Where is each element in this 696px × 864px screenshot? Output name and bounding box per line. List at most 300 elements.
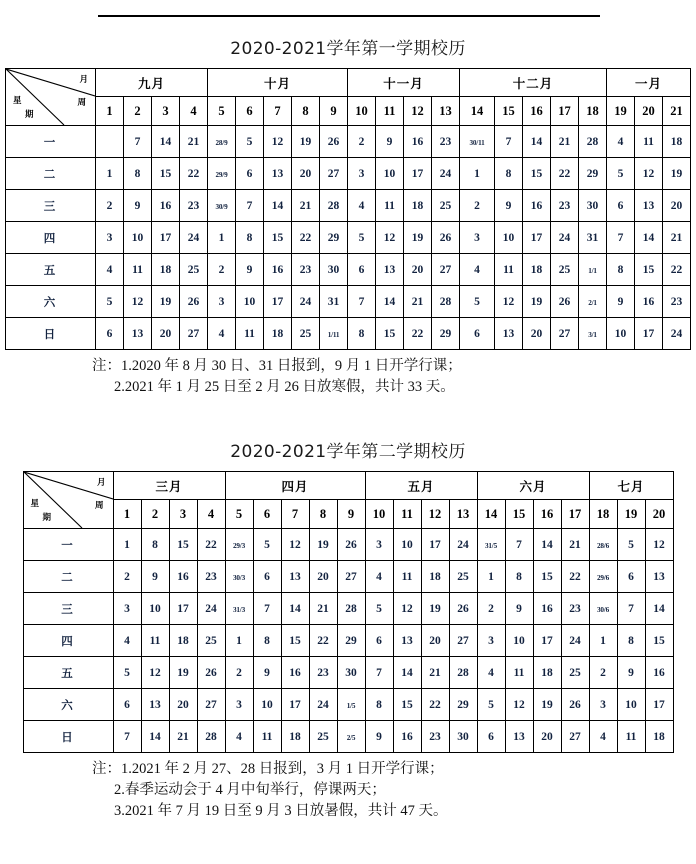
calendar-date-cell: 4	[460, 254, 495, 286]
month-header-cell: 三月	[113, 472, 225, 500]
calendar-date-cell: 16	[169, 561, 197, 593]
calendar-day-row	[6, 222, 691, 254]
calendar-date-cell: 25	[309, 721, 337, 753]
week-number-cell: 7	[281, 500, 309, 529]
calendar-date-cell: 20	[404, 254, 432, 286]
week-number-cell: 4	[180, 97, 208, 126]
week-number-cell: 6	[236, 97, 264, 126]
calendar-date-cell: 30	[337, 657, 365, 689]
month-header-cell: 九月	[96, 69, 208, 97]
calendar-date-cell: 19	[533, 689, 561, 721]
calendar-date-cell: 4	[113, 625, 141, 657]
calendar-date-cell: 11	[505, 657, 533, 689]
calendar-date-cell: 11	[617, 721, 645, 753]
calendar-date-cell: 7	[505, 529, 533, 561]
week-number-cell: 18	[589, 500, 617, 529]
week-number-cell: 20	[645, 500, 673, 529]
note-line: 3.2021 年 7 月 19 日至 9 月 3 日放暑假，共计 47 天。	[114, 803, 448, 819]
calendar-day-row	[23, 657, 673, 689]
calendar-date-cell: 2	[208, 254, 236, 286]
calendar-date-cell: 20	[533, 721, 561, 753]
calendar-date-cell: 15	[281, 625, 309, 657]
week-number-cell: 13	[449, 500, 477, 529]
corner-label-weekday-1: 星	[13, 95, 22, 105]
semester-2-title: 2020-2021学年第二学期校历	[230, 442, 466, 462]
calendar-date-cell: 18	[523, 254, 551, 286]
week-number-cell: 18	[579, 97, 607, 126]
calendar-date-cell: 18	[404, 190, 432, 222]
calendar-date-cell: 13	[281, 561, 309, 593]
calendar-date-cell: 10	[376, 158, 404, 190]
calendar-date-cell: 24	[551, 222, 579, 254]
calendar-date-cell: 8	[253, 625, 281, 657]
calendar-date-cell: 13	[505, 721, 533, 753]
calendar-day-row	[6, 158, 691, 190]
calendar-date-cell: 22	[561, 561, 589, 593]
calendar-date-cell: 22	[309, 625, 337, 657]
calendar-date-cell: 14	[645, 593, 673, 625]
calendar-date-cell: 2	[348, 126, 376, 158]
calendar-date-cell: 5	[460, 286, 495, 318]
calendar-date-cell: 9	[617, 657, 645, 689]
calendar-date-cell: 5	[365, 593, 393, 625]
calendar-date-cell: 18	[152, 254, 180, 286]
calendar-date-cell: 12	[124, 286, 152, 318]
weekday-label-cell: 三	[6, 190, 96, 222]
calendar-date-cell: 1	[96, 158, 124, 190]
calendar-date-cell: 16	[281, 657, 309, 689]
calendar-date-cell: 16	[533, 593, 561, 625]
calendar-date-cell: 2/5	[337, 721, 365, 753]
calendar-date-cell: 24	[180, 222, 208, 254]
week-number-cell: 10	[365, 500, 393, 529]
calendar-date-cell: 1/11	[320, 318, 348, 350]
calendar-date-cell: 28	[579, 126, 607, 158]
calendar-date-cell: 23	[197, 561, 225, 593]
week-number-cell: 8	[309, 500, 337, 529]
calendar-date-cell: 10	[253, 689, 281, 721]
calendar-date-cell: 23	[292, 254, 320, 286]
calendar-date-cell: 23	[421, 721, 449, 753]
calendar-date-cell: 24	[292, 286, 320, 318]
calendar-date-cell: 10	[236, 286, 264, 318]
calendar-date-cell: 16	[393, 721, 421, 753]
calendar-date-cell: 15	[376, 318, 404, 350]
calendar-date-cell: 6	[113, 689, 141, 721]
calendar-date-cell: 25	[432, 190, 460, 222]
calendar-date-cell: 1/5	[337, 689, 365, 721]
calendar-date-cell: 11	[141, 625, 169, 657]
calendar-date-cell: 14	[393, 657, 421, 689]
calendar-date-cell: 26	[180, 286, 208, 318]
calendar-date-cell: 29	[449, 689, 477, 721]
calendar-date-cell: 6	[96, 318, 124, 350]
week-number-cell: 5	[208, 97, 236, 126]
calendar-date-cell: 5	[477, 689, 505, 721]
calendar-date-cell: 21	[561, 529, 589, 561]
weekday-label-cell: 五	[6, 254, 96, 286]
calendar-date-cell: 21	[169, 721, 197, 753]
calendar-date-cell: 18	[264, 318, 292, 350]
calendar-date-cell: 14	[533, 529, 561, 561]
week-number-cell: 5	[225, 500, 253, 529]
calendar-date-cell: 6	[477, 721, 505, 753]
calendar-date-cell: 18	[645, 721, 673, 753]
calendar-date-cell: 6	[348, 254, 376, 286]
calendar-date-cell: 12	[376, 222, 404, 254]
calendar-date-cell: 21	[292, 190, 320, 222]
calendar-date-cell: 14	[281, 593, 309, 625]
calendar-date-cell: 9	[365, 721, 393, 753]
calendar-date-cell: 18	[663, 126, 691, 158]
month-header-cell: 七月	[589, 472, 673, 500]
calendar-day-row	[23, 689, 673, 721]
semester-2-notes	[0, 759, 696, 822]
calendar-date-cell: 19	[421, 593, 449, 625]
calendar-date-cell: 19	[152, 286, 180, 318]
calendar-date-cell: 22	[292, 222, 320, 254]
calendar-date-cell: 8	[617, 625, 645, 657]
calendar-date-cell: 8	[348, 318, 376, 350]
calendar-date-cell: 22	[197, 529, 225, 561]
month-header-cell: 十二月	[460, 69, 607, 97]
week-number-cell: 21	[663, 97, 691, 126]
calendar-date-cell: 21	[309, 593, 337, 625]
calendar-date-cell: 31	[320, 286, 348, 318]
calendar-date-cell: 30/11	[460, 126, 495, 158]
calendar-date-cell: 15	[264, 222, 292, 254]
calendar-date-cell: 15	[533, 561, 561, 593]
week-number-cell: 15	[505, 500, 533, 529]
calendar-date-cell: 31/3	[225, 593, 253, 625]
calendar-date-cell: 6	[460, 318, 495, 350]
calendar-date-cell: 23	[180, 190, 208, 222]
weekday-label-cell: 二	[6, 158, 96, 190]
calendar-date-cell: 10	[607, 318, 635, 350]
calendar-day-row	[23, 721, 673, 753]
calendar-date-cell: 27	[561, 721, 589, 753]
calendar-date-cell: 29	[432, 318, 460, 350]
calendar-date-cell: 24	[432, 158, 460, 190]
calendar-day-row	[23, 593, 673, 625]
corner-label-week: 周	[94, 500, 104, 510]
calendar-date-cell: 25	[561, 657, 589, 689]
calendar-date-cell: 3/1	[579, 318, 607, 350]
calendar-date-cell: 20	[292, 158, 320, 190]
calendar-date-cell: 5	[348, 222, 376, 254]
week-number-cell: 9	[337, 500, 365, 529]
weekday-label-cell: 五	[23, 657, 113, 689]
calendar-date-cell: 29	[337, 625, 365, 657]
calendar-date-cell: 17	[281, 689, 309, 721]
calendar-date-cell: 17	[404, 158, 432, 190]
calendar-date-cell: 12	[281, 529, 309, 561]
calendar-date-cell: 8	[124, 158, 152, 190]
calendar-date-cell: 12	[645, 529, 673, 561]
calendar-date-cell: 10	[617, 689, 645, 721]
calendar-date-cell: 17	[421, 529, 449, 561]
calendar-date-cell: 17	[523, 222, 551, 254]
week-number-cell: 16	[523, 97, 551, 126]
calendar-date-cell: 26	[449, 593, 477, 625]
calendar-date-cell: 2/1	[579, 286, 607, 318]
weekday-label-cell: 一	[23, 529, 113, 561]
calendar-date-cell: 6	[253, 561, 281, 593]
month-header-cell: 六月	[477, 472, 589, 500]
week-number-cell: 8	[292, 97, 320, 126]
calendar-date-cell: 16	[645, 657, 673, 689]
calendar-date-cell: 22	[421, 689, 449, 721]
calendar-date-cell: 11	[635, 126, 663, 158]
week-number-cell: 12	[404, 97, 432, 126]
calendar-date-cell: 6	[617, 561, 645, 593]
calendar-date-cell: 13	[393, 625, 421, 657]
calendar-date-cell: 16	[264, 254, 292, 286]
week-number-row	[23, 500, 673, 529]
calendar-date-cell: 7	[365, 657, 393, 689]
calendar-date-cell: 21	[421, 657, 449, 689]
semester-1-section	[0, 38, 696, 398]
calendar-date-cell: 7	[113, 721, 141, 753]
corner-label-month: 月	[79, 74, 88, 84]
week-number-cell: 3	[169, 500, 197, 529]
calendar-date-cell: 2	[113, 561, 141, 593]
calendar-date-cell: 23	[663, 286, 691, 318]
calendar-date-cell: 1	[113, 529, 141, 561]
semester-1-table-container	[0, 68, 696, 350]
note-line: 注：1.2021 年 2 月 27、28 日报到，3 月 1 日开学行课；	[92, 761, 444, 777]
calendar-date-cell: 9	[495, 190, 523, 222]
calendar-date-cell: 8	[607, 254, 635, 286]
calendar-date-cell: 3	[477, 625, 505, 657]
calendar-date-cell: 5	[96, 286, 124, 318]
calendar-date-cell: 12	[141, 657, 169, 689]
calendar-date-cell: 24	[197, 593, 225, 625]
calendar-date-cell: 10	[124, 222, 152, 254]
semester-1-notes	[0, 356, 696, 398]
calendar-date-cell: 27	[197, 689, 225, 721]
header-divider-rule	[98, 15, 600, 17]
semester-1-title: 2020-2021学年第一学期校历	[230, 39, 466, 59]
calendar-date-cell: 3	[460, 222, 495, 254]
calendar-date-cell: 7	[236, 190, 264, 222]
calendar-date-cell: 26	[561, 689, 589, 721]
calendar-date-cell: 3	[365, 529, 393, 561]
calendar-date-cell: 19	[404, 222, 432, 254]
week-number-cell: 1	[113, 500, 141, 529]
calendar-date-cell: 21	[404, 286, 432, 318]
calendar-table-2	[23, 471, 674, 753]
calendar-date-cell: 31	[579, 222, 607, 254]
calendar-date-cell: 27	[551, 318, 579, 350]
calendar-date-cell: 4	[365, 561, 393, 593]
calendar-date-cell: 9	[141, 561, 169, 593]
week-number-cell: 14	[460, 97, 495, 126]
calendar-date-cell: 9	[607, 286, 635, 318]
calendar-date-cell: 16	[523, 190, 551, 222]
calendar-date-cell: 24	[561, 625, 589, 657]
calendar-date-cell: 4	[477, 657, 505, 689]
calendar-date-cell: 30/6	[589, 593, 617, 625]
calendar-date-cell: 25	[292, 318, 320, 350]
calendar-date-cell: 27	[180, 318, 208, 350]
calendar-day-row	[23, 625, 673, 657]
calendar-date-cell: 17	[169, 593, 197, 625]
calendar-date-cell: 30/3	[225, 561, 253, 593]
calendar-table-1	[5, 68, 691, 350]
calendar-date-cell: 30/9	[208, 190, 236, 222]
calendar-date-cell: 26	[337, 529, 365, 561]
week-number-cell: 6	[253, 500, 281, 529]
calendar-date-cell: 4	[225, 721, 253, 753]
calendar-date-cell: 15	[169, 529, 197, 561]
week-number-cell: 2	[124, 97, 152, 126]
week-number-cell: 4	[197, 500, 225, 529]
weekday-label-cell: 日	[23, 721, 113, 753]
month-header-cell: 五月	[365, 472, 477, 500]
week-number-cell: 15	[495, 97, 523, 126]
weekday-label-cell: 三	[23, 593, 113, 625]
calendar-date-cell: 27	[320, 158, 348, 190]
calendar-date-cell: 1	[477, 561, 505, 593]
calendar-date-cell: 16	[635, 286, 663, 318]
calendar-date-cell: 7	[253, 593, 281, 625]
calendar-date-cell: 22	[180, 158, 208, 190]
calendar-date-cell: 11	[124, 254, 152, 286]
calendar-date-cell: 6	[236, 158, 264, 190]
calendar-date-cell: 17	[635, 318, 663, 350]
calendar-date-cell: 12	[495, 286, 523, 318]
calendar-date-cell: 19	[292, 126, 320, 158]
month-header-row	[23, 472, 673, 500]
calendar-date-cell: 25	[449, 561, 477, 593]
weekday-label-cell: 二	[23, 561, 113, 593]
calendar-date-cell	[96, 126, 124, 158]
calendar-date-cell: 29/9	[208, 158, 236, 190]
weekday-label-cell: 四	[6, 222, 96, 254]
calendar-date-cell: 15	[635, 254, 663, 286]
calendar-date-cell: 10	[495, 222, 523, 254]
calendar-date-cell: 5	[617, 529, 645, 561]
calendar-date-cell: 4	[96, 254, 124, 286]
calendar-date-cell: 31/5	[477, 529, 505, 561]
calendar-date-cell: 6	[365, 625, 393, 657]
calendar-date-cell: 15	[645, 625, 673, 657]
week-number-cell: 14	[477, 500, 505, 529]
calendar-date-cell: 28	[432, 286, 460, 318]
calendar-date-cell: 14	[376, 286, 404, 318]
week-number-cell: 2	[141, 500, 169, 529]
calendar-day-row	[6, 126, 691, 158]
calendar-date-cell: 13	[141, 689, 169, 721]
calendar-date-cell: 10	[141, 593, 169, 625]
week-number-cell: 3	[152, 97, 180, 126]
calendar-date-cell: 23	[432, 126, 460, 158]
calendar-date-cell: 21	[663, 222, 691, 254]
calendar-date-cell: 16	[404, 126, 432, 158]
calendar-date-cell: 5	[607, 158, 635, 190]
note-line: 2.2021 年 1 月 25 日至 2 月 26 日放寒假，共计 33 天。	[114, 379, 455, 395]
calendar-date-cell: 19	[523, 286, 551, 318]
calendar-date-cell: 24	[449, 529, 477, 561]
calendar-day-row	[6, 254, 691, 286]
calendar-date-cell: 20	[309, 561, 337, 593]
calendar-date-cell: 13	[495, 318, 523, 350]
calendar-date-cell: 14	[152, 126, 180, 158]
calendar-date-cell: 1/1	[579, 254, 607, 286]
calendar-date-cell: 18	[533, 657, 561, 689]
calendar-date-cell: 11	[253, 721, 281, 753]
calendar-date-cell: 6	[607, 190, 635, 222]
calendar-date-cell: 4	[208, 318, 236, 350]
calendar-date-cell: 27	[449, 625, 477, 657]
calendar-date-cell: 10	[393, 529, 421, 561]
calendar-date-cell: 14	[264, 190, 292, 222]
calendar-date-cell: 23	[309, 657, 337, 689]
calendar-date-cell: 28/9	[208, 126, 236, 158]
calendar-date-cell: 4	[348, 190, 376, 222]
calendar-date-cell: 29	[579, 158, 607, 190]
month-header-cell: 四月	[225, 472, 365, 500]
week-number-cell: 20	[635, 97, 663, 126]
calendar-date-cell: 4	[589, 721, 617, 753]
calendar-date-cell: 19	[169, 657, 197, 689]
calendar-date-cell: 5	[113, 657, 141, 689]
calendar-date-cell: 8	[365, 689, 393, 721]
weekday-label-cell: 四	[23, 625, 113, 657]
calendar-date-cell: 7	[495, 126, 523, 158]
week-number-cell: 19	[617, 500, 645, 529]
week-number-cell: 13	[432, 97, 460, 126]
calendar-date-cell: 14	[523, 126, 551, 158]
calendar-date-cell: 15	[523, 158, 551, 190]
calendar-day-row	[6, 286, 691, 318]
axis-corner-cell	[23, 472, 113, 529]
calendar-date-cell: 22	[663, 254, 691, 286]
calendar-date-cell: 3	[113, 593, 141, 625]
calendar-date-cell: 8	[495, 158, 523, 190]
calendar-date-cell: 29/6	[589, 561, 617, 593]
calendar-date-cell: 30	[320, 254, 348, 286]
calendar-date-cell: 4	[607, 126, 635, 158]
semester-2-table-container	[0, 471, 696, 753]
calendar-date-cell: 17	[152, 222, 180, 254]
calendar-date-cell: 23	[561, 593, 589, 625]
month-header-row	[6, 69, 691, 97]
week-number-cell: 17	[551, 97, 579, 126]
calendar-date-cell: 3	[96, 222, 124, 254]
calendar-date-cell: 18	[169, 625, 197, 657]
calendar-date-cell: 9	[124, 190, 152, 222]
note-line: 2.春季运动会于 4 月中旬举行，停课两天；	[114, 782, 386, 798]
week-number-cell: 10	[348, 97, 376, 126]
weekday-label-cell: 六	[6, 286, 96, 318]
calendar-date-cell: 11	[236, 318, 264, 350]
calendar-day-row	[23, 529, 673, 561]
calendar-date-cell: 1	[460, 158, 495, 190]
calendar-date-cell: 28	[320, 190, 348, 222]
calendar-date-cell: 22	[404, 318, 432, 350]
calendar-date-cell: 8	[505, 561, 533, 593]
calendar-date-cell: 2	[460, 190, 495, 222]
calendar-date-cell: 30	[579, 190, 607, 222]
calendar-date-cell: 7	[617, 593, 645, 625]
calendar-date-cell: 11	[495, 254, 523, 286]
calendar-date-cell: 9	[376, 126, 404, 158]
calendar-date-cell: 19	[309, 529, 337, 561]
calendar-date-cell: 7	[607, 222, 635, 254]
corner-label-weekday-1: 星	[30, 498, 40, 508]
